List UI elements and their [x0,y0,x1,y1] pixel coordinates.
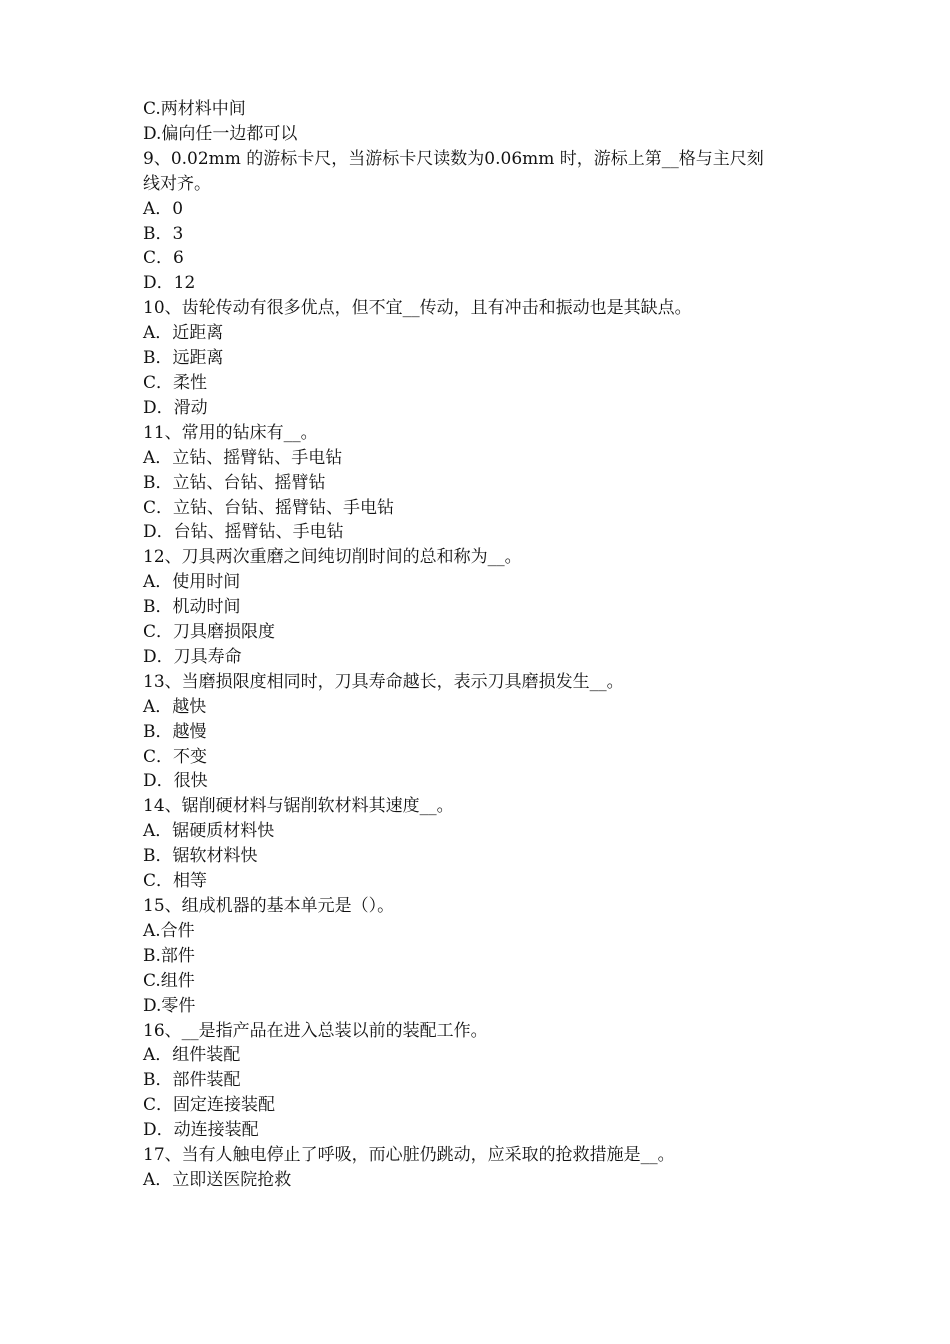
option-line: A．0 [143,198,184,219]
option-line: D.偏向任一边都可以 [143,123,298,144]
option-line: B.部件 [143,945,195,966]
exam-questions [143,97,823,1193]
question-13: 13、当磨损限度相同时，刀具寿命越长，表示刀具磨损发生__。 [143,671,624,692]
option-line: D．很快 [143,771,208,792]
option-line: C．6 [143,248,184,269]
question-10: 10、齿轮传动有很多优点，但不宜__传动，且有冲击和振动也是其缺点。 [143,298,692,319]
option-line: C．立钻、台钻、摇臂钻、手电钻 [143,497,395,518]
option-line: B．立钻、台钻、摇臂钻 [143,472,326,493]
option-line: B．3 [143,223,184,244]
question-17: 17、当有人触电停止了呼吸，而心脏仍跳动，应采取的抢救措施是__。 [143,1145,675,1166]
option-line: B．锯软材料快 [143,846,258,867]
option-line: A.合件 [143,920,195,941]
option-line: D．滑动 [143,397,208,418]
option-line: C．固定连接装配 [143,1095,276,1116]
question-11: 11、常用的钻床有__。 [143,422,318,443]
option-line: A．近距离 [143,323,224,344]
option-line: C.组件 [143,970,195,991]
option-line: C．不变 [143,746,208,767]
question-12: 12、刀具两次重磨之间纯切削时间的总和称为__。 [143,547,522,568]
option-line: A．立即送医院抢救 [143,1169,292,1190]
option-line: D.零件 [143,995,196,1016]
option-line: D．动连接装配 [143,1120,259,1141]
option-line: D．12 [143,273,196,294]
option-line: A．组件装配 [143,1045,241,1066]
option-line: C．相等 [143,871,208,892]
question-14: 14、锯削硬材料与锯削软材料其速度__。 [143,796,454,817]
question-9-line1: 9、0.02mm 的游标卡尺，当游标卡尺读数为0.06mm 时，游标上第__格与主尺刻 [143,148,764,169]
option-line: B．远距离 [143,348,224,369]
option-line: C．柔性 [143,372,208,393]
option-line: A．使用时间 [143,572,241,593]
option-line: A．越快 [143,696,207,717]
option-line: A．锯硬质材料快 [143,821,275,842]
question-9-line2: 线对齐。 [143,173,211,194]
option-line: C.两材料中间 [143,99,246,119]
question-15: 15、组成机器的基本单元是（）。 [143,896,395,916]
question-16: 16、__是指产品在进入总装以前的装配工作。 [143,1020,488,1041]
option-line: B．越慢 [143,721,207,742]
option-line: D．台钻、摇臂钻、手电钻 [143,522,344,543]
option-line: B．机动时间 [143,597,241,618]
option-line: B．部件装配 [143,1070,241,1091]
option-line: C．刀具磨损限度 [143,622,276,643]
option-line: D．刀具寿命 [143,646,242,667]
option-line: A．立钻、摇臂钻、手电钻 [143,447,343,468]
